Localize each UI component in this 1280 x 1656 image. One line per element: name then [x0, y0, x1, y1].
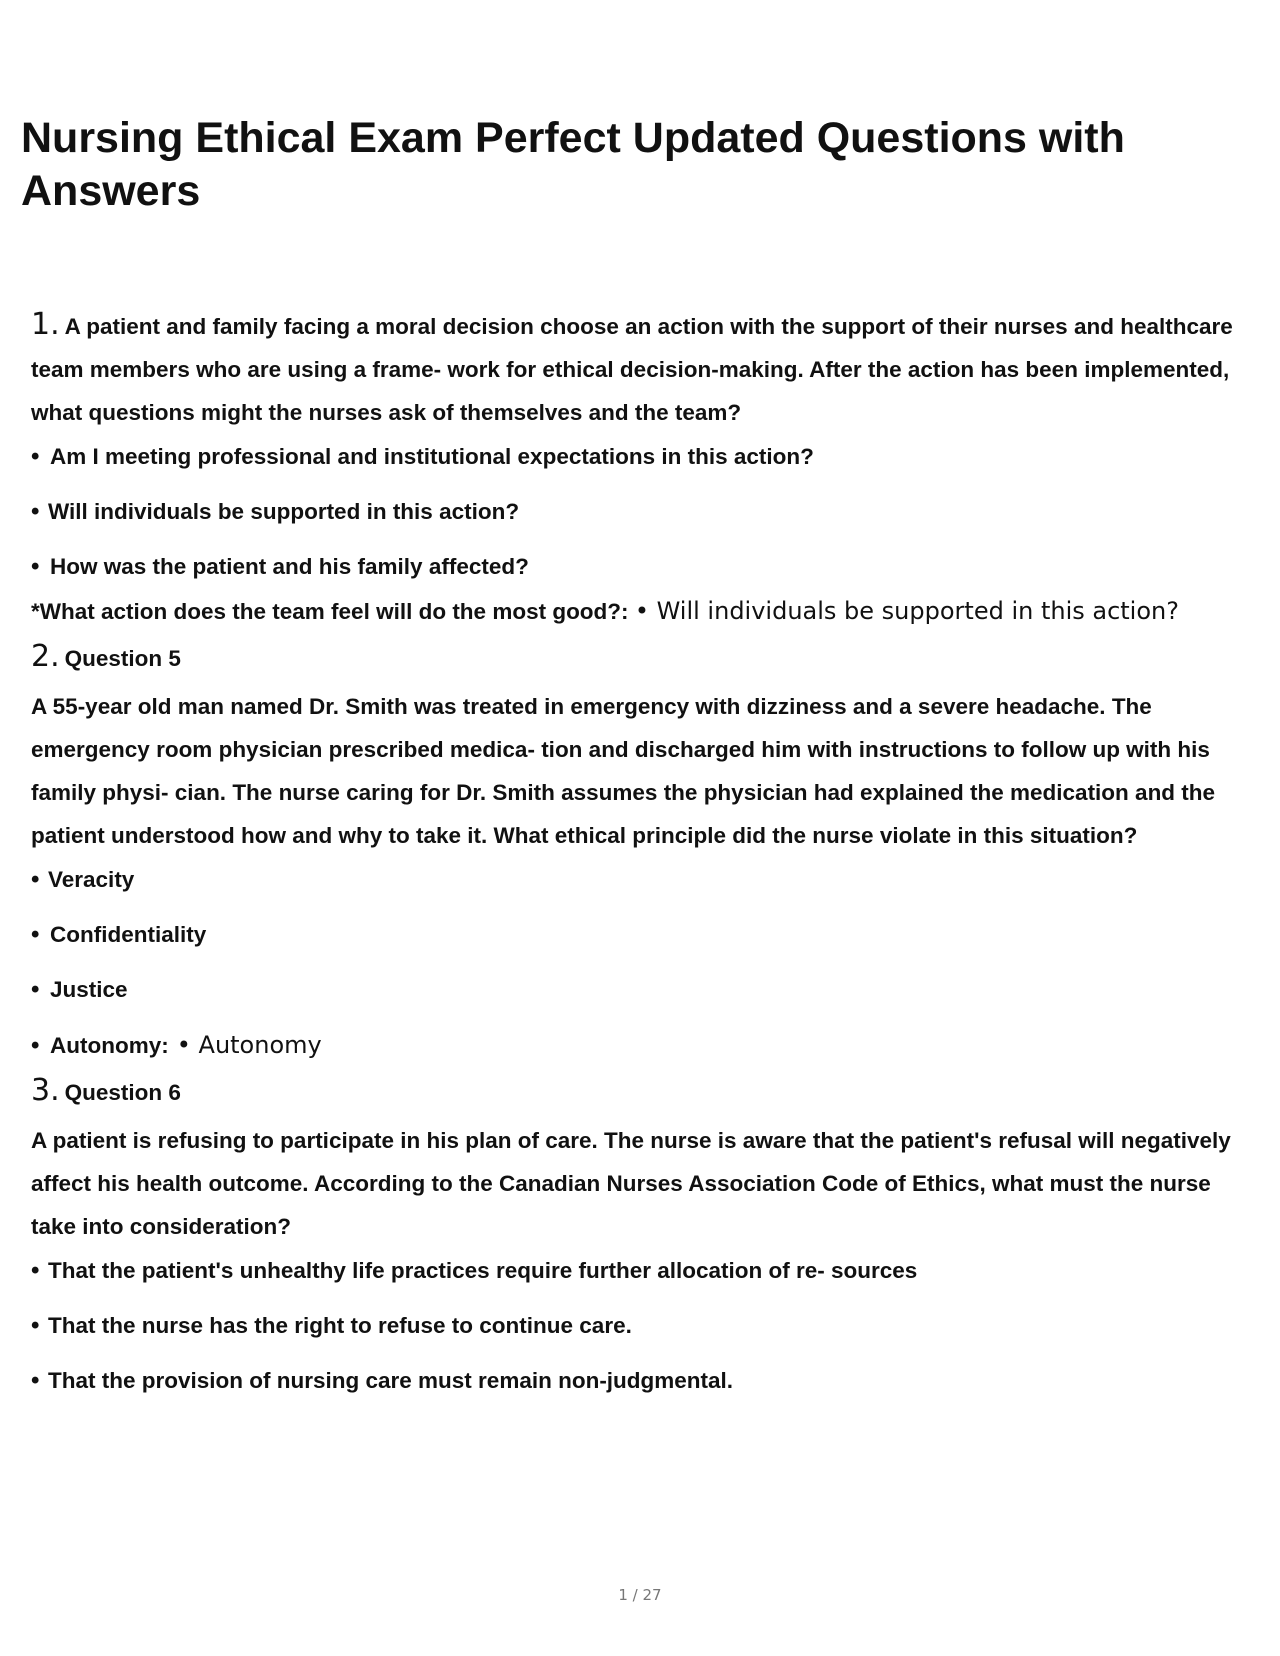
option-text: Am I meeting professional and institutional expectations in this action? — [50, 444, 814, 469]
answer-option — [31, 975, 1261, 1005]
answer-option — [31, 1311, 1261, 1341]
bullet-icon: • — [31, 553, 40, 580]
option-text: Justice — [50, 977, 128, 1002]
question-number: 1. — [31, 307, 60, 342]
answer-option — [31, 552, 1261, 582]
question-1-stem — [31, 303, 1261, 434]
answer-option — [31, 920, 1261, 950]
bullet-icon: • — [31, 1367, 40, 1394]
answer-label: *What action does the team feel will do the most good?: — [31, 599, 629, 624]
option-text: That the provision of nursing care must remain non-judgmental. — [48, 1368, 734, 1393]
question-number: 2. — [31, 639, 60, 674]
option-text: That the patient's unhealthy life practices require further allocation of re- sources — [48, 1258, 918, 1283]
question-text: A 55-year old man named Dr. Smith was treated in emergency with dizziness and a severe headache. The emergency room physician prescribed medica- tion and discharged him with instructions to follow up with his family physi- cian. The nurse caring for Dr. Smith assumes the physician had explained the medication and the patient understood how and why to take it. What ethical principle did the nurse violate in this situation? — [31, 694, 1216, 848]
bullet-icon: • — [31, 921, 40, 948]
bullet-icon: • — [31, 976, 40, 1003]
answer-text: • Autonomy — [176, 1031, 322, 1059]
answer-label: Autonomy: — [50, 1033, 169, 1058]
question-heading: Question 6 — [64, 1080, 181, 1105]
answer-option — [31, 442, 1261, 472]
bullet-icon: • — [31, 443, 40, 470]
answer-option — [31, 1256, 1261, 1286]
answer-text: • Will individuals be supported in this action? — [634, 597, 1179, 625]
answer-option — [31, 1366, 1261, 1396]
bullet-icon: • — [31, 866, 40, 893]
question-number: 3. — [31, 1073, 60, 1108]
option-text: How was the patient and his family affected? — [50, 554, 529, 579]
question-text: A patient and family facing a moral decision choose an action with the support of their nurses and healthcare team members who are using a frame- work for ethical decision-making. After the action has been implemented, what questions might the nurses ask of themselves and the team? — [31, 314, 1233, 425]
correct-answer — [31, 590, 1261, 633]
bullet-icon: • — [31, 1312, 40, 1339]
bullet-icon: • — [31, 498, 40, 525]
document-title: Nursing Ethical Exam Perfect Updated Questions with Answers — [21, 114, 1125, 215]
page-indicator: 1 / 27 — [618, 1586, 662, 1604]
answer-option — [31, 497, 1261, 527]
question-3 — [31, 1069, 1261, 1396]
question-text: A patient is refusing to participate in his plan of care. The nurse is aware that the patient's refusal will negatively affect his health outcome. According to the Canadian Nurses Association Code of Ethics, what must the nurse take into consideration? — [31, 1128, 1231, 1239]
bullet-icon: • — [31, 1257, 40, 1284]
question-2-header — [31, 635, 1261, 680]
option-text: Veracity — [48, 867, 135, 892]
question-1 — [31, 303, 1261, 633]
option-text: Confidentiality — [50, 922, 207, 947]
question-heading: Question 5 — [64, 646, 181, 671]
question-2 — [31, 635, 1261, 1061]
bullet-icon: • — [31, 1032, 40, 1059]
option-text: Will individuals be supported in this action? — [48, 499, 520, 524]
question-3-header — [31, 1069, 1261, 1114]
questions-list — [31, 303, 1261, 1396]
correct-answer — [31, 1030, 1261, 1061]
option-text: That the nurse has the right to refuse to continue care. — [48, 1313, 632, 1338]
answer-option — [31, 865, 1261, 895]
